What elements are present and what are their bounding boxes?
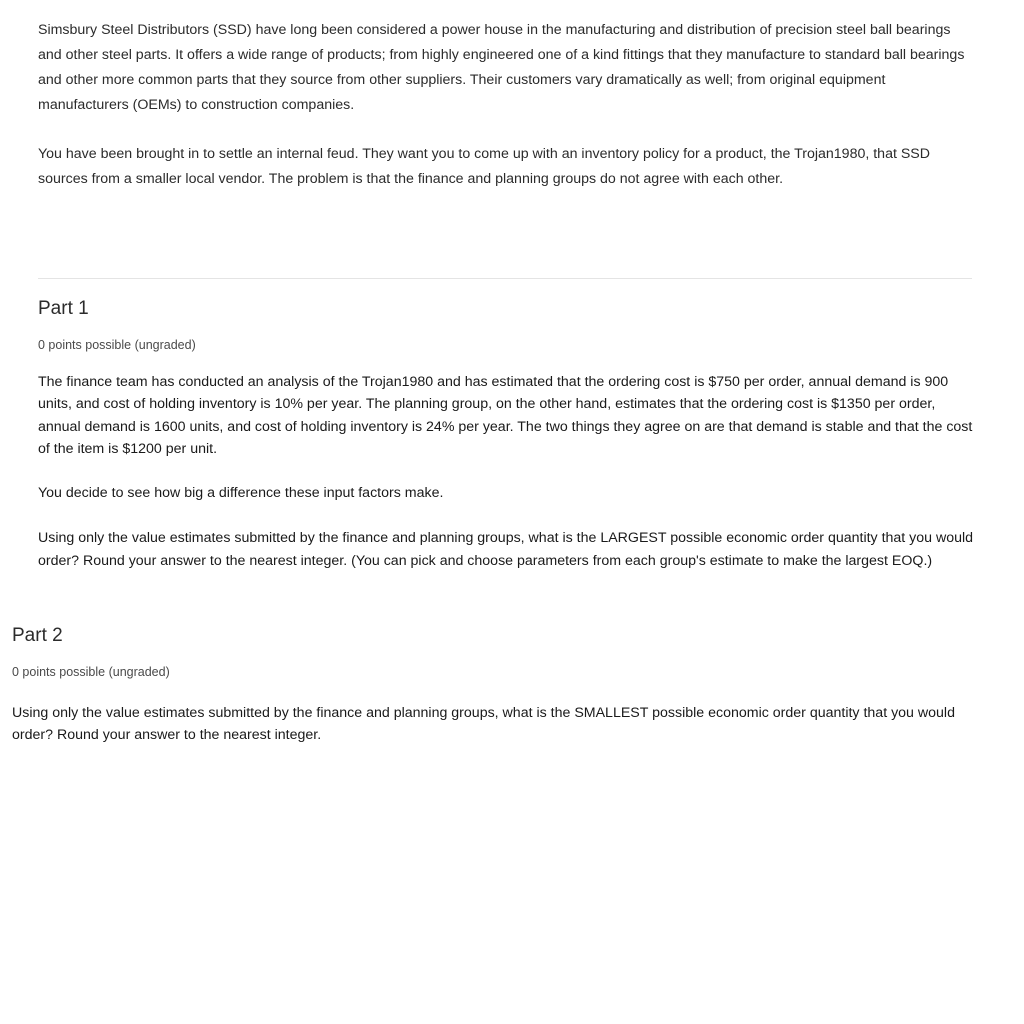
intro-paragraph: You have been brought in to settle an internal feud. They want you to come up with an inventory policy for a product, the Trojan1980, that SSD sources from a smaller local vendor. The problem is that the finance and planning groups do not agree with each other. bbox=[38, 146, 931, 187]
points-label: 0 points possible (ungraded) bbox=[38, 338, 196, 352]
problem-paragraph: The finance team has conducted an analysis of the Trojan1980 and has estimated that the ordering cost is $750 per order, annual demand is 900 units, and cost of holding inventory is 10% per year. The planning group, on the other hand, estimates that the ordering cost is $1350 per order, annual demand is 1600 units, and cost of holding inventory is 24% per year. The two things they agree on are that demand is stable and that the cost of the item is $1200 per unit. bbox=[38, 374, 973, 457]
part-title: Part 2 bbox=[12, 625, 63, 646]
part-title: Part 1 bbox=[38, 298, 89, 319]
points-label: 0 points possible (ungraded) bbox=[12, 665, 170, 679]
question-text: Using only the value estimates submitted by the finance and planning groups, what is the SMALLEST possible economic order quantity that you would order? Round your answer to the nearest integer. bbox=[12, 705, 955, 744]
section-divider bbox=[38, 278, 972, 279]
part-1-section bbox=[38, 296, 978, 572]
problem-paragraph: You decide to see how big a difference these input factors make. bbox=[38, 485, 444, 502]
question-text: Using only the value estimates submitted by the finance and planning groups, what is the LARGEST possible economic order quantity that you would order? Round your answer to the nearest integer. (You can pick and choose parameters from each group's estimate to make the largest EOQ.) bbox=[38, 530, 974, 569]
intro-section bbox=[38, 18, 978, 192]
intro-paragraph: Simsbury Steel Distributors (SSD) have long been considered a power house in the manufacturing and distribution of precision steel ball bearings and other steel parts. It offers a wide range of products; from highly engineered one of a kind fittings that they manufacture to standard ball bearings and other more common parts that they source from other suppliers. Their customers vary dramatically as well; from original equipment manufacturers (OEMs) to construction companies. bbox=[38, 22, 965, 113]
part-2-section bbox=[12, 623, 972, 747]
